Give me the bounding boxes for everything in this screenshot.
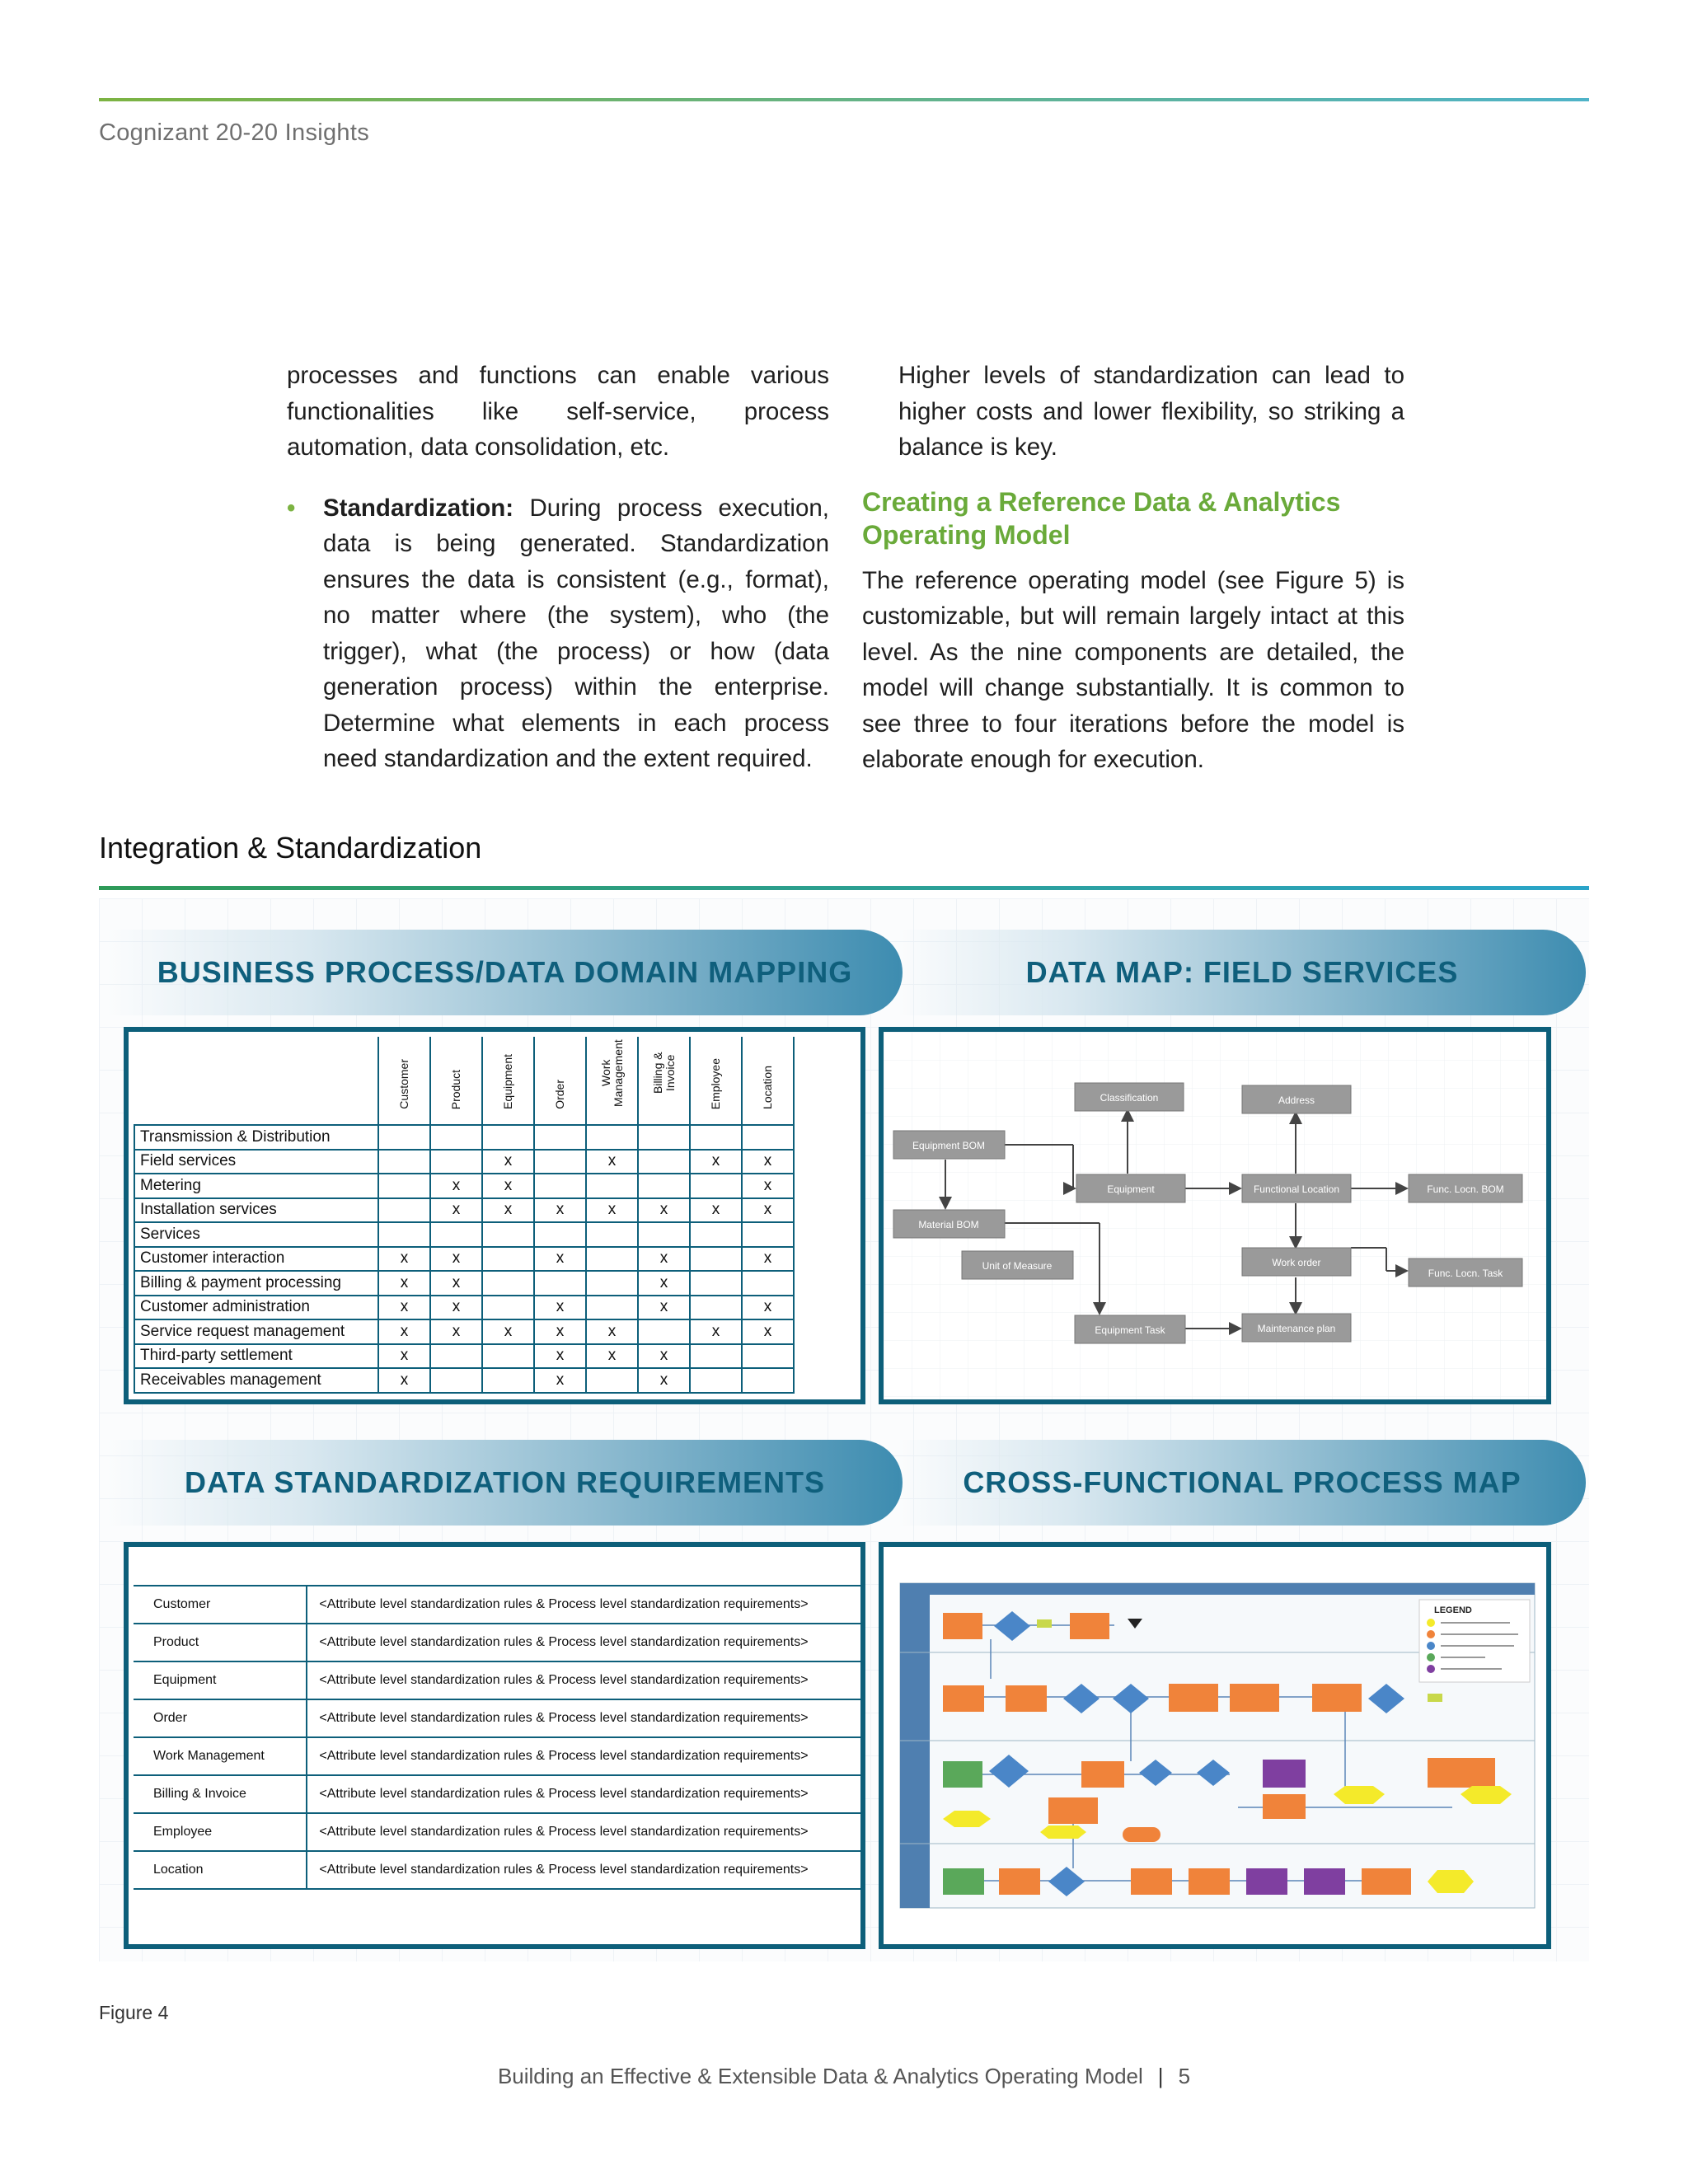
- mapping-cell: [430, 1125, 482, 1150]
- mapping-cell: [690, 1174, 742, 1198]
- paragraph: processes and functions can enable various functionalities like self-service, process automation, data consolidation, etc.: [287, 362, 829, 461]
- bullet-icon: •: [287, 494, 296, 522]
- column-label: Work Management: [598, 1039, 625, 1107]
- node-equipment-bom: [893, 1131, 1005, 1159]
- datamap-panel: [879, 1027, 1551, 1404]
- node-label: Unit of Measure: [982, 1260, 1053, 1272]
- mapping-cell: x: [534, 1344, 586, 1369]
- mapping-cell: x: [742, 1296, 794, 1320]
- domain-label: Product: [134, 1624, 307, 1661]
- domain-label: Work Management: [134, 1737, 307, 1775]
- mapping-cell: [742, 1222, 794, 1247]
- mapping-cell: x: [742, 1150, 794, 1174]
- body-column-right: [862, 358, 1404, 778]
- process-map-legend: [1419, 1600, 1530, 1682]
- node-address: [1242, 1085, 1351, 1113]
- domain-label: Equipment: [134, 1661, 307, 1699]
- banner-datamap: DATA MAP: FIELD SERVICES: [898, 930, 1586, 1015]
- mapping-cell: [430, 1222, 482, 1247]
- header-rule: [99, 98, 1589, 101]
- process-label: Transmission & Distribution: [134, 1125, 378, 1150]
- domain-label: Location: [134, 1851, 307, 1889]
- mapping-cell: [482, 1296, 534, 1320]
- mapping-cell: x: [534, 1198, 586, 1223]
- mapping-row: [134, 1296, 794, 1320]
- mapping-cell: x: [534, 1296, 586, 1320]
- mapping-cell: [378, 1222, 430, 1247]
- mapping-cell: x: [430, 1319, 482, 1344]
- mapping-cell: [586, 1296, 638, 1320]
- banner-mapping: BUSINESS PROCESS/DATA DOMAIN MAPPING: [107, 930, 903, 1015]
- mapping-cell: x: [378, 1296, 430, 1320]
- standardization-rule: <Attribute level standardization rules & Process level standardization requirements>: [307, 1851, 860, 1889]
- mapping-cell: x: [378, 1344, 430, 1369]
- process-label: Customer administration: [134, 1296, 378, 1320]
- mapping-cell: [742, 1125, 794, 1150]
- mapping-cell: [482, 1368, 534, 1393]
- mapping-cell: x: [690, 1198, 742, 1223]
- mapping-cell: x: [430, 1247, 482, 1272]
- mapping-cell: x: [586, 1150, 638, 1174]
- standardization-row: [134, 1775, 860, 1813]
- process-map-panel: [879, 1542, 1551, 1949]
- standardization-rule: <Attribute level standardization rules & Process level standardization requirements>: [307, 1624, 860, 1661]
- mapping-cell: [430, 1344, 482, 1369]
- mapping-row: [134, 1174, 794, 1198]
- mapping-cell: [638, 1222, 690, 1247]
- mapping-cell: x: [534, 1368, 586, 1393]
- mapping-cell: x: [638, 1368, 690, 1393]
- standardization-table: [134, 1585, 860, 1890]
- mapping-cell: [534, 1222, 586, 1247]
- node-label: Equipment BOM: [912, 1140, 986, 1151]
- node-classification: [1075, 1083, 1184, 1111]
- node-label: Func. Locn. Task: [1428, 1268, 1503, 1279]
- mapping-cell: [586, 1174, 638, 1198]
- mapping-cell: x: [638, 1296, 690, 1320]
- mapping-cell: x: [742, 1319, 794, 1344]
- mapping-cell: x: [482, 1174, 534, 1198]
- banner-process-map: CROSS-FUNCTIONAL PROCESS MAP: [898, 1440, 1586, 1526]
- mapping-cell: x: [430, 1198, 482, 1223]
- node-label: Functional Location: [1253, 1183, 1340, 1195]
- mapping-cell: [430, 1150, 482, 1174]
- column-label: Product: [449, 1069, 462, 1109]
- mapping-cell: [482, 1271, 534, 1296]
- mapping-cell: [742, 1368, 794, 1393]
- mapping-cell: [378, 1125, 430, 1150]
- standardization-row: [134, 1737, 860, 1775]
- standardization-row: [134, 1851, 860, 1889]
- mapping-header-corner: [134, 1037, 378, 1125]
- domain-label: Customer: [134, 1586, 307, 1624]
- standardization-panel: [124, 1542, 865, 1949]
- standardization-row: [134, 1624, 860, 1661]
- process-label: Field services: [134, 1150, 378, 1174]
- mapping-column-header: [690, 1037, 742, 1125]
- mapping-cell: [742, 1271, 794, 1296]
- node-label: Maintenance plan: [1257, 1323, 1336, 1334]
- mapping-row: [134, 1344, 794, 1369]
- node-equipment-task: [1075, 1315, 1185, 1343]
- mapping-cell: [690, 1368, 742, 1393]
- mapping-cell: x: [430, 1271, 482, 1296]
- mapping-cell: [586, 1368, 638, 1393]
- mapping-cell: [690, 1296, 742, 1320]
- mapping-cell: [534, 1174, 586, 1198]
- mapping-cell: x: [430, 1296, 482, 1320]
- mapping-cell: x: [742, 1198, 794, 1223]
- mapping-cell: x: [534, 1247, 586, 1272]
- node-label: Func. Locn. BOM: [1427, 1183, 1504, 1195]
- mapping-cell: [430, 1368, 482, 1393]
- mapping-column-header: [586, 1037, 638, 1125]
- mapping-cell: x: [378, 1319, 430, 1344]
- data-map-diagram: [884, 1032, 1546, 1399]
- node-unit-of-measure: [962, 1251, 1073, 1279]
- mapping-row: [134, 1150, 794, 1174]
- mapping-cell: x: [482, 1198, 534, 1223]
- process-label: Billing & payment processing: [134, 1271, 378, 1296]
- standardization-row: [134, 1586, 860, 1624]
- mapping-column-header: [534, 1037, 586, 1125]
- bullet-label: Standardization:: [323, 494, 514, 522]
- mapping-cell: [690, 1247, 742, 1272]
- mapping-cell: [586, 1222, 638, 1247]
- mapping-column-header: [378, 1037, 430, 1125]
- mapping-row: [134, 1125, 794, 1150]
- process-label: Installation services: [134, 1198, 378, 1223]
- bullet-item: [287, 490, 829, 777]
- section-heading: Creating a Reference Data & Analytics Operating Model: [862, 486, 1341, 550]
- mapping-cell: [482, 1344, 534, 1369]
- mapping-cell: [690, 1222, 742, 1247]
- mapping-column-header: [482, 1037, 534, 1125]
- column-label: Customer: [397, 1059, 410, 1109]
- standardization-rule: <Attribute level standardization rules & Process level standardization requirements>: [307, 1586, 860, 1624]
- mapping-cell: x: [638, 1198, 690, 1223]
- mapping-cell: [534, 1125, 586, 1150]
- mapping-cell: [638, 1150, 690, 1174]
- mapping-cell: [534, 1150, 586, 1174]
- column-label: Employee: [709, 1057, 722, 1109]
- mapping-cell: [690, 1344, 742, 1369]
- standardization-row: [134, 1699, 860, 1737]
- page-number: 5: [1178, 2064, 1191, 2088]
- node-func-locn-task: [1409, 1258, 1522, 1286]
- node-func-locn-bom: [1409, 1174, 1522, 1202]
- process-map-diagram: [884, 1547, 1546, 1944]
- mapping-cell: x: [690, 1319, 742, 1344]
- mapping-cell: [638, 1174, 690, 1198]
- mapping-cell: x: [482, 1319, 534, 1344]
- figure-rule: [99, 886, 1589, 890]
- mapping-cell: [586, 1125, 638, 1150]
- mapping-cell: [586, 1247, 638, 1272]
- mapping-cell: [378, 1150, 430, 1174]
- mapping-cell: x: [378, 1368, 430, 1393]
- mapping-cell: x: [586, 1319, 638, 1344]
- mapping-table: [134, 1037, 795, 1394]
- mapping-cell: x: [586, 1198, 638, 1223]
- node-label: Equipment: [1107, 1183, 1155, 1195]
- node-functional-location: [1242, 1174, 1351, 1202]
- node-label: Classification: [1100, 1092, 1159, 1104]
- mapping-cell: [482, 1125, 534, 1150]
- mapping-column-header: [742, 1037, 794, 1125]
- standardization-rule: <Attribute level standardization rules & Process level standardization requirements>: [307, 1813, 860, 1851]
- mapping-row: [134, 1368, 794, 1393]
- paragraph: The reference operating model (see Figure 5) is customizable, but will remain largely intact at this level. As the nine components are detailed, the model will change substantially. It is common to see three to four iterations before the model is elaborate enough for execution.: [862, 566, 1404, 773]
- mapping-cell: [638, 1319, 690, 1344]
- mapping-cell: x: [378, 1247, 430, 1272]
- mapping-header-row: [134, 1037, 794, 1125]
- publication-name: Cognizant 20-20 Insights: [99, 120, 370, 146]
- mapping-cell: [534, 1271, 586, 1296]
- legend-title: LEGEND: [1434, 1605, 1472, 1615]
- standardization-rule: <Attribute level standardization rules & Process level standardization requirements>: [307, 1775, 860, 1813]
- process-label: Receivables management: [134, 1368, 378, 1393]
- figure-caption: Figure 4: [99, 2002, 169, 2023]
- mapping-cell: [378, 1198, 430, 1223]
- mapping-cell: [742, 1344, 794, 1369]
- mapping-cell: [482, 1247, 534, 1272]
- mapping-cell: [690, 1125, 742, 1150]
- mapping-cell: x: [430, 1174, 482, 1198]
- mapping-cell: [378, 1174, 430, 1198]
- mapping-row: [134, 1247, 794, 1272]
- process-label: Service request management: [134, 1319, 378, 1344]
- domain-label: Order: [134, 1699, 307, 1737]
- figure-title: Integration & Standardization: [99, 831, 482, 865]
- node-equipment: [1076, 1174, 1185, 1202]
- node-material-bom: [893, 1210, 1005, 1238]
- node-label: Address: [1278, 1094, 1315, 1106]
- node-work-order: [1242, 1248, 1351, 1276]
- process-label: Customer interaction: [134, 1247, 378, 1272]
- mapping-row: [134, 1222, 794, 1247]
- standardization-row: [134, 1661, 860, 1699]
- mapping-cell: x: [378, 1271, 430, 1296]
- standardization-rule: <Attribute level standardization rules & Process level standardization requirements>: [307, 1699, 860, 1737]
- mapping-cell: x: [638, 1344, 690, 1369]
- standardization-rule: <Attribute level standardization rules & Process level standardization requirements>: [307, 1661, 860, 1699]
- process-label: Third-party settlement: [134, 1344, 378, 1369]
- column-label: Order: [553, 1080, 566, 1109]
- mapping-cell: x: [482, 1150, 534, 1174]
- mapping-cell: [586, 1271, 638, 1296]
- footer-separator: |: [1157, 2064, 1164, 2088]
- mapping-cell: [690, 1271, 742, 1296]
- mapping-panel: [124, 1027, 865, 1404]
- mapping-cell: [638, 1125, 690, 1150]
- column-label: Equipment: [501, 1054, 514, 1109]
- node-label: Equipment Task: [1095, 1324, 1165, 1336]
- column-label: Location: [761, 1066, 774, 1109]
- body-column-left: [287, 358, 829, 777]
- mapping-column-header: [430, 1037, 482, 1125]
- mapping-cell: x: [742, 1174, 794, 1198]
- node-label: Material BOM: [918, 1219, 979, 1230]
- domain-label: Billing & Invoice: [134, 1775, 307, 1813]
- mapping-cell: x: [638, 1271, 690, 1296]
- page-footer: [0, 2064, 1688, 2089]
- mapping-cell: [482, 1222, 534, 1247]
- mapping-row: [134, 1198, 794, 1223]
- domain-label: Employee: [134, 1813, 307, 1851]
- process-label: Services: [134, 1222, 378, 1247]
- standardization-rule: <Attribute level standardization rules & Process level standardization requirements>: [307, 1737, 860, 1775]
- process-label: Metering: [134, 1174, 378, 1198]
- bullet-text: During process execution, data is being generated. Standardization ensures the data is consistent (e.g., format), no matter where (the system), who (the trigger), what (the process) or how (data generation process) within the enterprise. Determine what elements in each process need standardization and the extent required.: [323, 494, 829, 772]
- footer-title: Building an Effective & Extensible Data & Analytics Operating Model: [497, 2064, 1143, 2088]
- mapping-cell: x: [534, 1319, 586, 1344]
- standardization-row: [134, 1813, 860, 1851]
- column-label: Billing & Invoice: [650, 1052, 677, 1094]
- mapping-row: [134, 1319, 794, 1344]
- banner-standardization: DATA STANDARDIZATION REQUIREMENTS: [107, 1440, 903, 1526]
- node-maintenance-plan: [1242, 1314, 1351, 1342]
- mapping-row: [134, 1271, 794, 1296]
- node-label: Work order: [1272, 1257, 1321, 1268]
- mapping-column-header: [638, 1037, 690, 1125]
- mapping-cell: x: [742, 1247, 794, 1272]
- mapping-cell: x: [586, 1344, 638, 1369]
- paragraph: Higher levels of standardization can lead to higher costs and lower flexibility, so striking a balance is key.: [898, 362, 1404, 461]
- mapping-cell: x: [690, 1150, 742, 1174]
- mapping-cell: x: [638, 1247, 690, 1272]
